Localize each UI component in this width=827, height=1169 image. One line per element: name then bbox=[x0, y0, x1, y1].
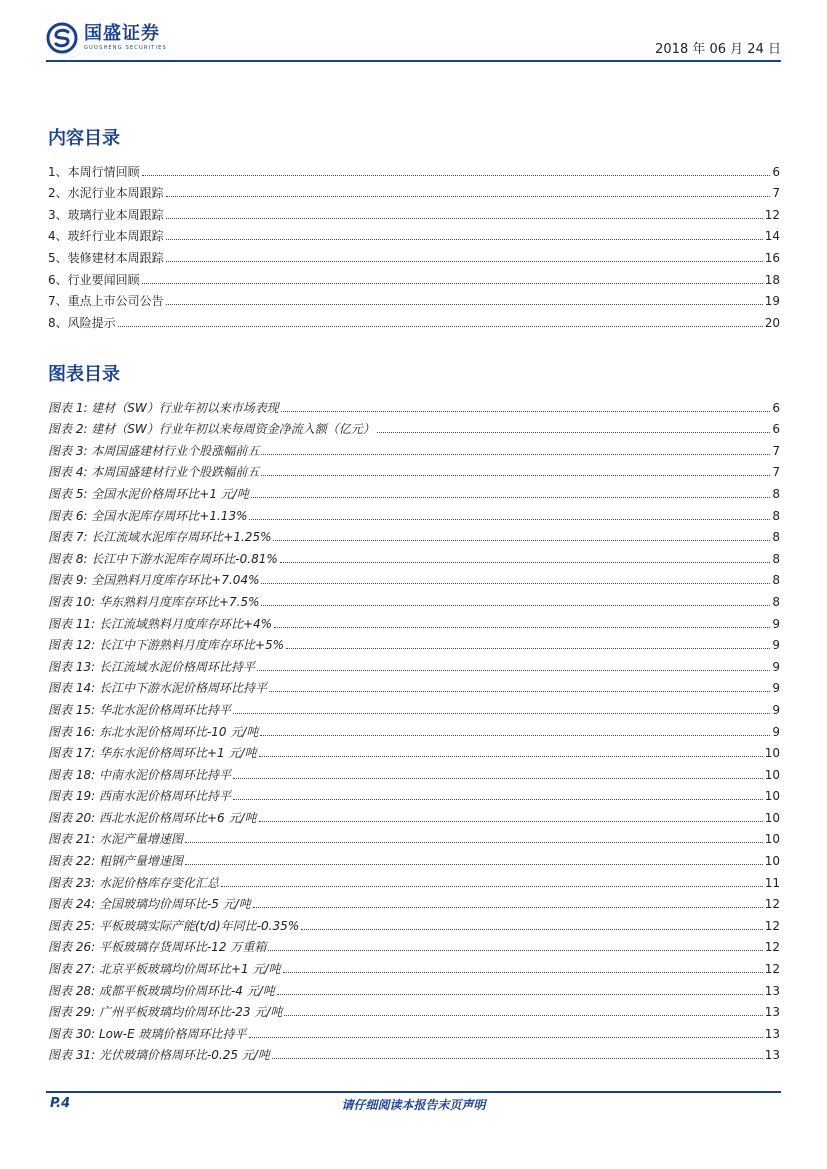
dot-leader bbox=[185, 864, 763, 865]
figure-entry[interactable] bbox=[48, 524, 780, 546]
figure-entry[interactable] bbox=[48, 394, 780, 416]
dot-leader bbox=[166, 304, 763, 305]
figure-entry-label: 图表 21: 水泥产量增速图 bbox=[48, 832, 183, 847]
figure-entry-label: 图表 13: 长江流域水泥价格周环比持平 bbox=[48, 659, 255, 674]
toc-entry-label: 7、重点上市公司公告 bbox=[48, 294, 164, 309]
figure-entry[interactable] bbox=[48, 545, 780, 567]
toc-entry-label: 4、玻纤行业本周跟踪 bbox=[48, 229, 164, 244]
figure-entry-label: 图表 10: 华东熟料月度库存环比+7.5% bbox=[48, 594, 260, 609]
toc-entry-label: 8、风险提示 bbox=[48, 315, 116, 330]
figure-entry-page-number: 10 bbox=[764, 746, 780, 761]
toc-entry[interactable] bbox=[48, 158, 780, 180]
dot-leader bbox=[269, 691, 770, 692]
dot-leader bbox=[166, 196, 771, 197]
figure-entry-label: 图表 9: 全国熟料月度库存环比+7.04% bbox=[48, 573, 260, 588]
dot-leader bbox=[185, 842, 763, 843]
toc-entry[interactable] bbox=[48, 201, 780, 223]
figure-entry[interactable] bbox=[48, 891, 780, 913]
dot-leader bbox=[259, 821, 763, 822]
toc-entry-label: 5、装修建材本周跟踪 bbox=[48, 250, 164, 265]
figure-entry-page-number: 13 bbox=[764, 983, 780, 998]
dot-leader bbox=[253, 907, 763, 908]
dot-leader bbox=[286, 648, 770, 649]
toc-entry[interactable] bbox=[48, 244, 780, 266]
dot-leader bbox=[166, 218, 763, 219]
dot-leader bbox=[118, 326, 763, 327]
figure-list-title: 图表目录 bbox=[48, 364, 120, 385]
dot-leader bbox=[261, 605, 770, 606]
dot-leader bbox=[274, 627, 770, 628]
figure-entry-label: 图表 22: 粗钢产量增速图 bbox=[48, 854, 183, 869]
toc-entry[interactable] bbox=[48, 266, 780, 288]
figure-entry-label: 图表 7: 长江流域水泥库存周环比+1.25% bbox=[48, 530, 272, 545]
dot-leader bbox=[272, 1058, 763, 1059]
figure-entry-label: 图表 6: 全国水泥库存周环比+1.13% bbox=[48, 508, 248, 523]
dot-leader bbox=[268, 950, 762, 951]
figure-entry-label: 图表 17: 华东水泥价格周环比+1 元/吨 bbox=[48, 746, 257, 761]
toc-entry-page-number: 18 bbox=[764, 272, 780, 287]
figure-entry[interactable] bbox=[48, 761, 780, 783]
figure-entry-label: 图表 4: 本周国盛建材行业个股跌幅前五 bbox=[48, 465, 260, 480]
figure-entry[interactable] bbox=[48, 1042, 780, 1064]
figure-entry-page-number: 12 bbox=[764, 940, 780, 955]
figure-entry[interactable] bbox=[48, 588, 780, 610]
toc-entry-page-number: 7 bbox=[772, 186, 780, 201]
figure-entry-label: 图表 3: 本周国盛建材行业个股涨幅前五 bbox=[48, 443, 260, 458]
dot-leader bbox=[261, 475, 770, 476]
figure-entry-page-number: 12 bbox=[764, 962, 780, 977]
figure-entry-label: 图表 11: 长江流域熟料月度库存环比+4% bbox=[48, 616, 273, 631]
figure-entry-label: 图表 18: 中南水泥价格周环比持平 bbox=[48, 767, 231, 782]
dot-leader bbox=[277, 994, 763, 995]
dot-leader bbox=[281, 411, 771, 412]
toc-entry-page-number: 16 bbox=[764, 250, 780, 265]
toc-entry-label: 6、行业要闻回顾 bbox=[48, 272, 140, 287]
figure-entry-page-number: 13 bbox=[764, 1026, 780, 1041]
figure-entry-page-number: 13 bbox=[764, 1005, 780, 1020]
logo-mark-icon bbox=[46, 22, 78, 54]
figure-entry[interactable] bbox=[48, 783, 780, 805]
disclaimer-note: 请仔细阅读本报告末页声明 bbox=[341, 1098, 486, 1112]
dot-leader bbox=[221, 886, 763, 887]
dot-leader bbox=[280, 562, 771, 563]
figure-entry-page-number: 9 bbox=[772, 702, 780, 717]
dot-leader bbox=[261, 583, 770, 584]
logo-text: 国盛证券 bbox=[84, 23, 160, 44]
dot-leader bbox=[260, 735, 770, 736]
dot-leader bbox=[166, 261, 763, 262]
figure-entry[interactable] bbox=[48, 675, 780, 697]
figure-list bbox=[48, 394, 780, 1063]
figure-entry[interactable] bbox=[48, 653, 780, 675]
figure-entry-page-number: 10 bbox=[764, 832, 780, 847]
figure-entry-page-number: 10 bbox=[764, 789, 780, 804]
figure-entry[interactable] bbox=[48, 869, 780, 891]
company-logo bbox=[46, 22, 167, 54]
dot-leader bbox=[142, 175, 771, 176]
figure-entry[interactable] bbox=[48, 934, 780, 956]
figure-entry[interactable] bbox=[48, 632, 780, 654]
figure-entry[interactable] bbox=[48, 480, 780, 502]
figure-entry-label: 图表 5: 全国水泥价格周环比+1 元/吨 bbox=[48, 486, 249, 501]
dot-leader bbox=[233, 713, 770, 714]
footer-divider bbox=[46, 1091, 781, 1093]
figure-entry[interactable] bbox=[48, 459, 780, 481]
dot-leader bbox=[259, 756, 763, 757]
toc-title: 内容目录 bbox=[48, 128, 120, 149]
figure-entry-page-number: 11 bbox=[764, 875, 780, 890]
toc-entry-page-number: 14 bbox=[764, 229, 780, 244]
figure-entry-label: 图表 14: 长江中下游水泥价格周环比持平 bbox=[48, 681, 267, 696]
report-date: 2018 年 06 月 24 日 bbox=[655, 42, 781, 57]
figure-entry-label: 图表 27: 北京平板玻璃均价周环比+1 元/吨 bbox=[48, 962, 281, 977]
figure-entry-label: 图表 19: 西南水泥价格周环比持平 bbox=[48, 789, 231, 804]
figure-entry[interactable] bbox=[48, 804, 780, 826]
dot-leader bbox=[251, 497, 771, 498]
dot-leader bbox=[273, 540, 770, 541]
dot-leader bbox=[261, 454, 770, 455]
dot-leader bbox=[142, 283, 763, 284]
toc-entry-page-number: 19 bbox=[764, 294, 780, 309]
dot-leader bbox=[233, 778, 763, 779]
figure-entry[interactable] bbox=[48, 977, 780, 999]
toc-entry-label: 2、水泥行业本周跟踪 bbox=[48, 186, 164, 201]
figure-entry-label: 图表 8: 长江中下游水泥库存周环比-0.81% bbox=[48, 551, 278, 566]
figure-entry-label: 图表 1: 建材（SW）行业年初以来市场表现 bbox=[48, 400, 279, 415]
figure-entry-page-number: 7 bbox=[772, 443, 780, 458]
figure-entry-page-number: 8 bbox=[772, 508, 780, 523]
figure-entry-page-number: 9 bbox=[772, 724, 780, 739]
figure-entry-label: 图表 26: 平板玻璃存货周环比-12 万重箱 bbox=[48, 940, 267, 955]
figure-entry[interactable] bbox=[48, 718, 780, 740]
dot-leader bbox=[257, 670, 770, 671]
figure-entry-label: 图表 16: 东北水泥价格周环比-10 元/吨 bbox=[48, 724, 259, 739]
figure-entry[interactable] bbox=[48, 696, 780, 718]
dot-leader bbox=[249, 519, 770, 520]
figure-entry[interactable] bbox=[48, 502, 780, 524]
figure-entry-page-number: 9 bbox=[772, 616, 780, 631]
logo-subtext: GUOSHENG SECURITIES bbox=[84, 45, 167, 51]
toc-entry-page-number: 12 bbox=[764, 207, 780, 222]
figure-entry-page-number: 7 bbox=[772, 465, 780, 480]
figure-entry-label: 图表 30: Low-E 玻璃价格周环比持平 bbox=[48, 1026, 247, 1041]
toc-entry[interactable] bbox=[48, 223, 780, 245]
figure-entry[interactable] bbox=[48, 437, 780, 459]
figure-entry-page-number: 8 bbox=[772, 486, 780, 501]
figure-entry-page-number: 10 bbox=[764, 767, 780, 782]
toc-entry[interactable] bbox=[48, 309, 780, 331]
page-number: P.4 bbox=[50, 1096, 71, 1111]
toc-entry-page-number: 6 bbox=[772, 164, 780, 179]
figure-entry-label: 图表 31: 光伏玻璃价格周环比-0.25 元/吨 bbox=[48, 1048, 270, 1063]
figure-entry[interactable] bbox=[48, 955, 780, 977]
header-divider bbox=[46, 60, 781, 62]
figure-entry-page-number: 8 bbox=[772, 594, 780, 609]
figure-entry[interactable] bbox=[48, 740, 780, 762]
dot-leader bbox=[233, 799, 763, 800]
toc-entry[interactable] bbox=[48, 180, 780, 202]
figure-entry[interactable] bbox=[48, 912, 780, 934]
figure-entry-label: 图表 15: 华北水泥价格周环比持平 bbox=[48, 702, 231, 717]
figure-entry-page-number: 12 bbox=[764, 918, 780, 933]
toc-entry-label: 3、玻璃行业本周跟踪 bbox=[48, 207, 164, 222]
figure-entry-page-number: 8 bbox=[772, 573, 780, 588]
dot-leader bbox=[377, 432, 771, 433]
dot-leader bbox=[166, 239, 763, 240]
figure-entry[interactable] bbox=[48, 1020, 780, 1042]
figure-entry-page-number: 9 bbox=[772, 659, 780, 674]
figure-entry-label: 图表 25: 平板玻璃实际产能(t/d)年同比-0.35% bbox=[48, 918, 300, 933]
dot-leader bbox=[301, 929, 763, 930]
dot-leader bbox=[284, 1015, 762, 1016]
page-header bbox=[46, 22, 781, 62]
figure-entry-page-number: 6 bbox=[772, 400, 780, 415]
toc-entry-page-number: 20 bbox=[764, 315, 780, 330]
figure-entry-label: 图表 23: 水泥价格库存变化汇总 bbox=[48, 875, 219, 890]
figure-entry-page-number: 6 bbox=[772, 422, 780, 437]
figure-entry-label: 图表 28: 成都平板玻璃均价周环比-4 元/吨 bbox=[48, 983, 275, 998]
figure-entry[interactable] bbox=[48, 610, 780, 632]
figure-entry-page-number: 12 bbox=[764, 897, 780, 912]
toc-entry-label: 1、本周行情回顾 bbox=[48, 164, 140, 179]
figure-entry[interactable] bbox=[48, 567, 780, 589]
dot-leader bbox=[283, 972, 763, 973]
figure-entry[interactable] bbox=[48, 826, 780, 848]
figure-entry-page-number: 8 bbox=[772, 530, 780, 545]
figure-entry-page-number: 8 bbox=[772, 551, 780, 566]
figure-entry-label: 图表 29: 广州平板玻璃均价周环比-23 元/吨 bbox=[48, 1005, 283, 1020]
figure-entry-label: 图表 12: 长江中下游熟料月度库存环比+5% bbox=[48, 638, 285, 653]
dot-leader bbox=[249, 1037, 763, 1038]
figure-entry-page-number: 10 bbox=[764, 810, 780, 825]
figure-entry-label: 图表 20: 西北水泥价格周环比+6 元/吨 bbox=[48, 810, 257, 825]
figure-entry[interactable] bbox=[48, 847, 780, 869]
figure-entry-label: 图表 24: 全国玻璃均价周环比-5 元/吨 bbox=[48, 897, 251, 912]
figure-entry-page-number: 10 bbox=[764, 854, 780, 869]
figure-entry[interactable] bbox=[48, 416, 780, 438]
toc-entry[interactable] bbox=[48, 288, 780, 310]
figure-entry-label: 图表 2: 建材（SW）行业年初以来每周资金净流入额（亿元） bbox=[48, 422, 375, 437]
figure-entry-page-number: 9 bbox=[772, 681, 780, 696]
figure-entry-page-number: 13 bbox=[764, 1048, 780, 1063]
figure-entry[interactable] bbox=[48, 999, 780, 1021]
toc-list bbox=[48, 158, 780, 331]
figure-entry-page-number: 9 bbox=[772, 638, 780, 653]
